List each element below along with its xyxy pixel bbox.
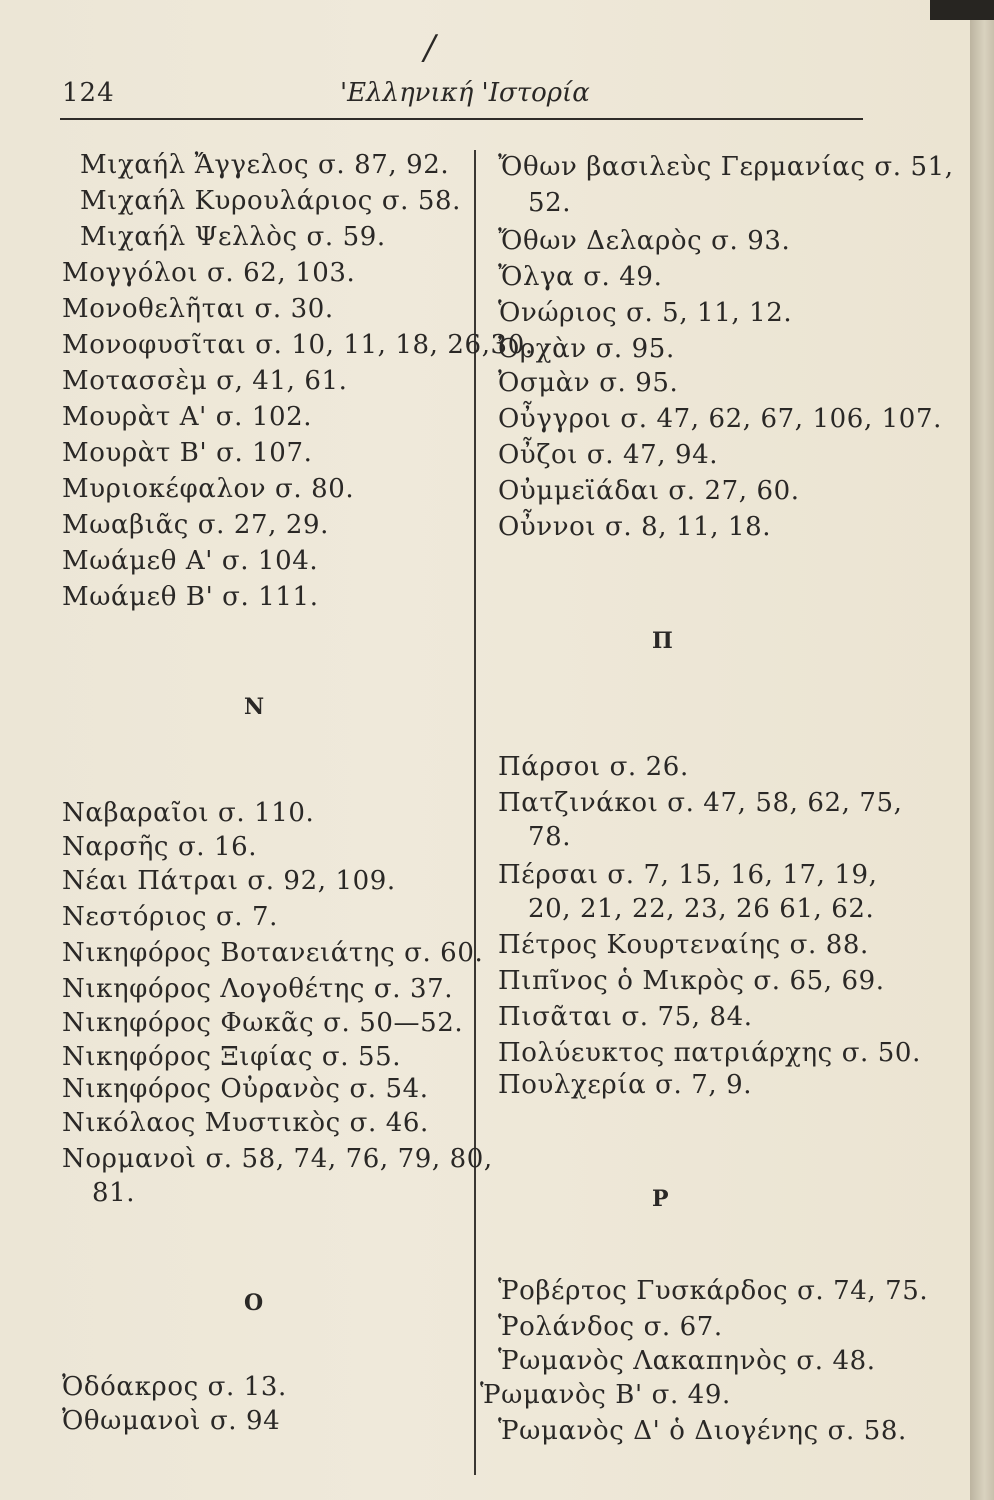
index-entry: Ναβαραῖοι σ. 110. [62, 798, 315, 828]
header-rule [60, 118, 863, 120]
index-entry-continuation: 78. [528, 822, 572, 852]
index-entry: Οὖζοι σ. 47, 94. [498, 440, 719, 470]
page-number: 124 [62, 78, 115, 108]
index-entry-continuation: 81. [92, 1178, 136, 1208]
book-spine-edge [970, 0, 994, 1500]
index-entry: Ὄθων βασιλεὺς Γερμανίας σ. 51, [498, 152, 954, 182]
index-entry: Μουρὰτ Α' σ. 102. [62, 402, 313, 432]
index-entry: Νέαι Πάτραι σ. 92, 109. [62, 866, 396, 896]
index-entry: Ῥοβέρτος Γυσκάρδος σ. 74, 75. [498, 1276, 929, 1306]
index-entry: Μυριοκέφαλον σ. 80. [62, 474, 355, 504]
index-entry: Νεστόριος σ. 7. [62, 902, 279, 932]
index-entry: Μιχαήλ Κυρουλάριος σ. 58. [80, 186, 462, 216]
index-entry: Ναρσῆς σ. 16. [62, 832, 258, 862]
spine-top-shadow [930, 0, 994, 20]
index-entry-continuation: 20, 21, 22, 23, 26 61, 62. [528, 894, 875, 924]
top-mark: / [424, 28, 436, 68]
index-entry: Ὄθων Δελαρὸς σ. 93. [498, 226, 791, 256]
index-entry: Μιχαήλ Ψελλὸς σ. 59. [80, 222, 386, 252]
index-entry: Νικόλαος Μυστικὸς σ. 46. [62, 1108, 429, 1138]
index-entry: Ὀδόακρος σ. 13. [62, 1372, 287, 1402]
index-entry: Μογγόλοι σ. 62, 103. [62, 258, 356, 288]
index-entry: Οὖννοι σ. 8, 11, 18. [498, 512, 772, 542]
index-entry: Μονοφυσῖται σ. 10, 11, 18, 26,30. [62, 330, 534, 360]
index-entry: Ῥωμανὸς Λακαπηνὸς σ. 48. [498, 1346, 876, 1376]
index-entry: Οὖγγροι σ. 47, 62, 67, 106, 107. [498, 404, 942, 434]
index-entry: Ὀσμὰν σ. 95. [498, 368, 679, 398]
index-entry: Μωαβιᾶς σ. 27, 29. [62, 510, 330, 540]
index-entry: Ῥωμανὸς Δ' ὁ Διογένης σ. 58. [498, 1416, 907, 1446]
index-entry: Ὁνώριος σ. 5, 11, 12. [498, 298, 793, 328]
index-entry: Πάρσοι σ. 26. [498, 752, 689, 782]
index-entry: Ὀρχὰν σ. 95. [498, 334, 675, 364]
index-entry: Οὐμμεϊάδαι σ. 27, 60. [498, 476, 800, 506]
section-letter-pi: Π [652, 628, 673, 654]
index-entry: Μιχαήλ Ἄγγελος σ. 87, 92. [80, 150, 450, 180]
running-title: 'Ελληνική 'Ιστορία [340, 78, 590, 108]
index-entry: Μουρὰτ Β' σ. 107. [62, 438, 313, 468]
index-entry: Μωάμεθ Β' σ. 111. [62, 582, 319, 612]
index-entry: Μονοθελῆται σ. 30. [62, 294, 334, 324]
index-entry-continuation: 52. [528, 188, 572, 218]
index-entry: Πιπῖνος ὁ Μικρὸς σ. 65, 69. [498, 966, 885, 996]
section-letter-o: O [244, 1290, 264, 1316]
index-entry: Ὄλγα σ. 49. [498, 262, 663, 292]
section-letter-n: N [244, 694, 265, 720]
index-entry: Νικηφόρος Οὐρανὸς σ. 54. [62, 1074, 429, 1104]
index-entry: Ὀθωμανοὶ σ. 94 [62, 1406, 281, 1436]
index-entry: Μοτασσὲμ σ, 41, 61. [62, 366, 348, 396]
index-entry: Πατζινάκοι σ. 47, 58, 62, 75, [498, 788, 903, 818]
index-entry: Ῥωμανὸς Β' σ. 49. [480, 1380, 731, 1410]
index-entry: Πέρσαι σ. 7, 15, 16, 17, 19, [498, 860, 878, 890]
index-entry: Πέτρος Κουρτεναίης σ. 88. [498, 930, 869, 960]
index-entry: Μωάμεθ Α' σ. 104. [62, 546, 319, 576]
index-entry: Νικηφόρος Φωκᾶς σ. 50—52. [62, 1008, 464, 1038]
index-entry: Πισᾶται σ. 75, 84. [498, 1002, 753, 1032]
index-entry: Πολύευκτος πατριάρχης σ. 50. [498, 1038, 921, 1068]
section-letter-rho: P [652, 1186, 669, 1212]
index-entry: Νικηφόρος Ξιφίας σ. 55. [62, 1042, 402, 1072]
index-entry: Νικηφόρος Βοτανειάτης σ. 60. [62, 938, 484, 968]
index-entry: Νικηφόρος Λογοθέτης σ. 37. [62, 974, 454, 1004]
index-entry: Ῥολάνδος σ. 67. [498, 1312, 723, 1342]
index-entry: Νορμανοὶ σ. 58, 74, 76, 79, 80, [62, 1144, 493, 1174]
index-entry: Πουλχερία σ. 7, 9. [498, 1070, 753, 1100]
